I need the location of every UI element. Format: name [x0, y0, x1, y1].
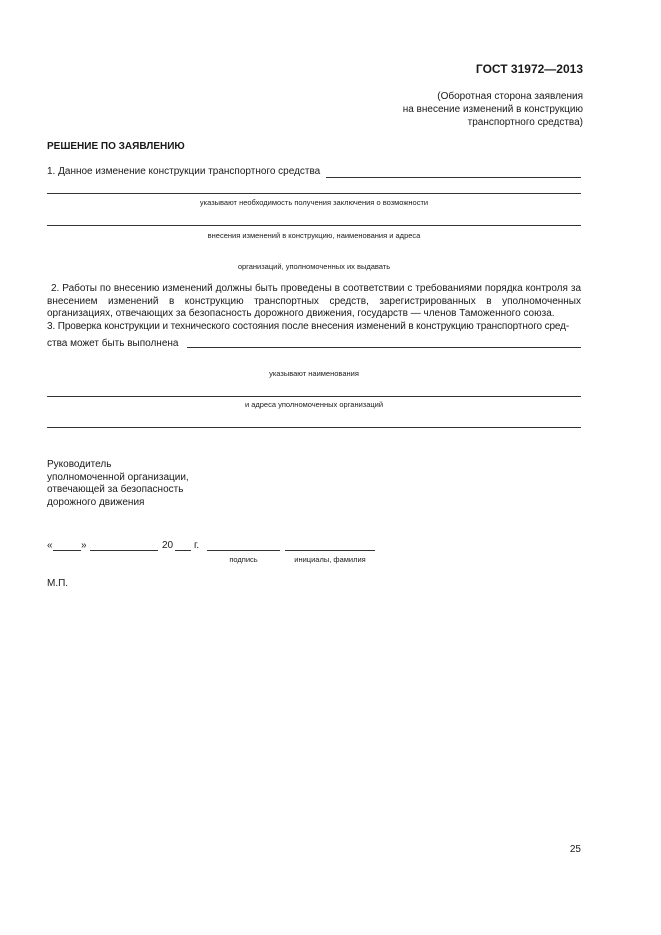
initials-caption: инициалы, фамилия — [294, 555, 366, 564]
note-line: на внесение изменений в конструкцию — [402, 104, 583, 115]
date-year-suffix: г. — [194, 540, 200, 551]
item1-fill-line[interactable] — [47, 225, 581, 226]
initials-field[interactable] — [285, 550, 375, 551]
stamp-place: М.П. — [47, 578, 69, 589]
signatory-line: уполномоченной организации, — [47, 471, 189, 483]
date-open-quote: « — [47, 540, 53, 551]
signatory-block — [47, 459, 189, 509]
note-line: транспортного средства) — [467, 117, 583, 128]
signature-caption: подпись — [229, 555, 258, 564]
signature-field[interactable] — [207, 550, 280, 551]
item3-line1: 3. Проверка конструкции и технического состояния после внесения изменений в конструкцию транспортного сред- — [47, 321, 570, 332]
item1-text: 1. Данное изменение конструкции транспортного средства — [47, 166, 321, 177]
item1-caption: внесения изменений в конструкцию, наименования и адреса — [207, 231, 421, 240]
page-number: 25 — [569, 844, 581, 855]
note-line: (Оборотная сторона заявления — [437, 91, 583, 102]
signatory-line: дорожного движения — [47, 496, 145, 508]
signatory-line: отвечающей за безопасность — [47, 484, 184, 495]
standard-number: ГОСТ 31972—2013 — [475, 62, 583, 76]
date-year-prefix: 20 — [162, 540, 174, 551]
item3-fill-line[interactable] — [47, 396, 581, 397]
item3-caption: и адреса уполномоченных организаций — [244, 400, 384, 409]
item3-line2: ства может быть выполнена — [47, 338, 179, 349]
item3-fill-line[interactable] — [187, 347, 581, 348]
date-day-field[interactable] — [53, 550, 81, 551]
item3-caption: указывают наименования — [269, 369, 359, 378]
section-title: РЕШЕНИЕ ПО ЗАЯВЛЕНИЮ — [47, 141, 185, 152]
item1-caption: указывают необходимость получения заключения о возможности — [199, 198, 429, 207]
signatory-line: Руководитель — [47, 459, 112, 470]
date-close-quote: » — [81, 540, 87, 551]
date-month-field[interactable] — [90, 550, 158, 551]
item3-fill-line[interactable] — [47, 427, 581, 428]
item1-caption: организаций, уполномоченных их выдавать — [237, 262, 391, 271]
item1-fill-line[interactable] — [47, 193, 581, 194]
reverse-side-note — [283, 90, 583, 129]
date-year-field[interactable] — [175, 550, 191, 551]
item2-paragraph: 2. Работы по внесению изменений должны быть проведены в соответствии с требованиями порядка контроля за внесением изменений в конструкцию транспортных средств, зарегистрированных в уполномоченных организациях, отвечающих за безопасность дорожного движения, государств — членов Таможенного союза. — [47, 283, 581, 319]
item1-fill-line[interactable] — [326, 177, 581, 178]
